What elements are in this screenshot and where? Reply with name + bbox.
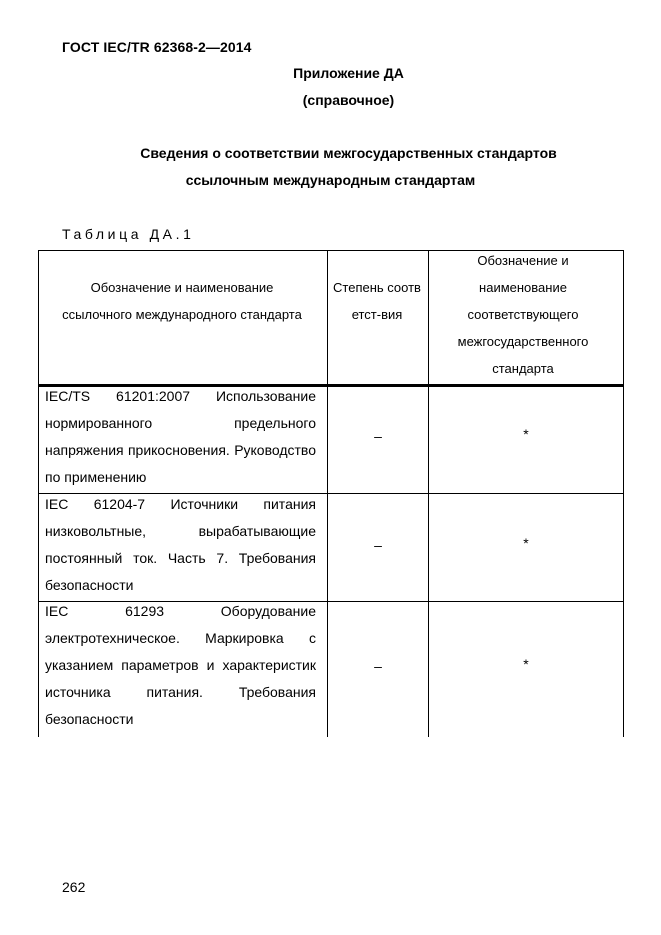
row-3-degree: – xyxy=(374,658,382,674)
row-2-reference: IEC 61204-7 Источники питания низковольтные, вырабатывающие постоянный ток. Часть 7. Требования безопасности xyxy=(45,496,316,593)
row-1-degree: – xyxy=(374,428,382,444)
column-header-interstate: Обозначение и наименование соответствующего межгосударственного стандарта xyxy=(457,253,589,376)
row-2-interstate: * xyxy=(523,535,529,551)
section-heading-line-1: Сведения о соответствии межгосударственных стандартов xyxy=(140,145,557,161)
column-header-reference: Обозначение и наименование ссылочного международного стандарта xyxy=(62,280,302,322)
table-label: Таблица ДА.1 xyxy=(62,226,195,242)
column-header-degree: Степень соответст-вия xyxy=(333,280,421,322)
row-1-interstate: * xyxy=(523,426,529,442)
document-code: ГОСТ IEC/TR 62368-2—2014 xyxy=(62,39,252,55)
row-3-reference: IEC 61293 Оборудование электротехническое. Маркировка с указанием параметров и характеристик источника питания. Требования безопасности xyxy=(45,603,316,727)
appendix-kind: (справочное) xyxy=(302,92,395,108)
row-3-interstate: * xyxy=(523,656,529,672)
row-2-degree: – xyxy=(374,537,382,553)
standards-table xyxy=(38,250,624,737)
section-heading-line-2: ссылочным международным стандартам xyxy=(185,172,476,188)
page-number: 262 xyxy=(62,879,86,895)
row-1-reference: IEC/TS 61201:2007 Использование нормированного предельного напряжения прикосновения. Руководство по применению xyxy=(45,388,316,485)
appendix-title: Приложение ДА xyxy=(293,65,404,81)
